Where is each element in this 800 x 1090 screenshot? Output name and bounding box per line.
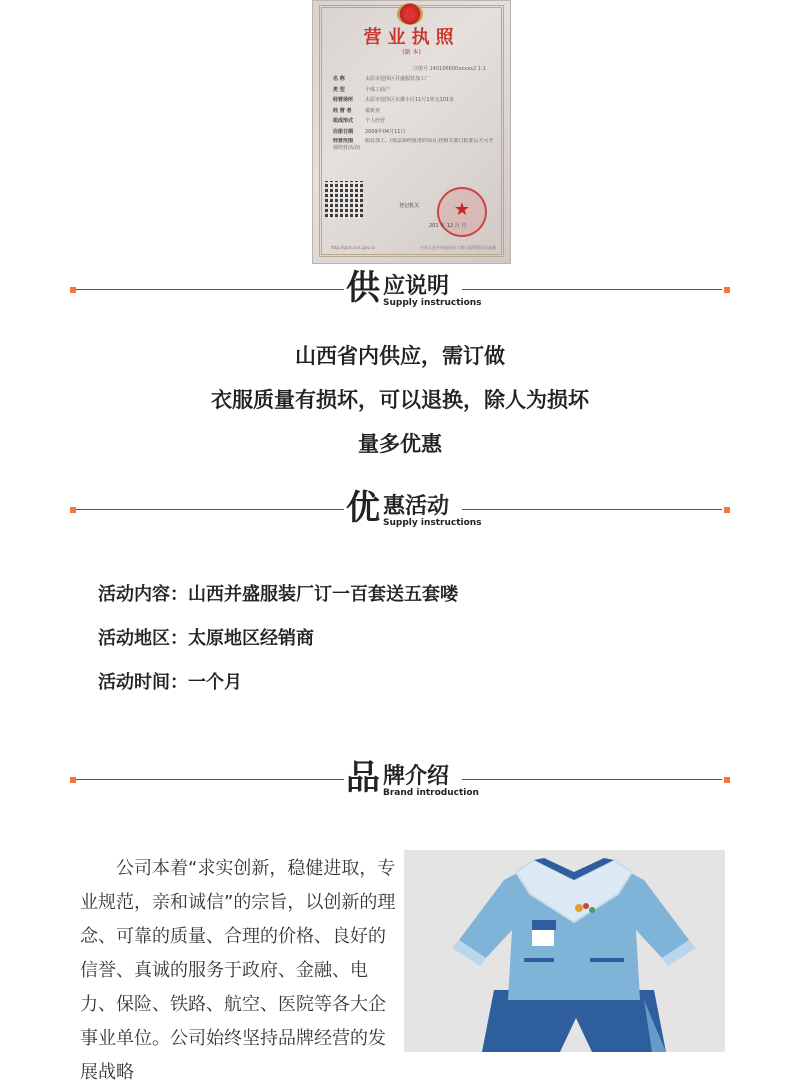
license-field-row: 类 型 个体工商户 xyxy=(333,86,391,93)
section-title-big-char: 品 xyxy=(346,758,380,798)
header-dot-right xyxy=(724,287,730,293)
section-header-promo xyxy=(70,488,730,532)
section-title xyxy=(346,488,482,532)
header-dot-left xyxy=(70,777,76,783)
license-reg-number: 注册号 140106600xxxxx2 1-1 xyxy=(413,66,486,72)
header-line-left xyxy=(76,779,344,780)
business-license-image xyxy=(312,0,511,264)
official-seal-icon: ★ xyxy=(437,187,487,237)
header-line-right xyxy=(462,779,722,780)
activity-line: 活动地区：太原地区经销商 xyxy=(98,628,314,649)
license-field-row: 组成形式 个人经营 xyxy=(333,118,386,124)
section-title xyxy=(346,758,479,802)
license-title: 营业执照 xyxy=(363,27,460,48)
registration-date: 201 年 12 月 日 xyxy=(429,223,467,229)
license-fields xyxy=(333,75,498,152)
header-dot-left xyxy=(70,507,76,513)
header-line-left xyxy=(76,509,344,510)
supply-line: 量多优惠 xyxy=(358,432,442,456)
license-field-row: 经营场所 太原市迎泽区东都小区11号1单元101室 xyxy=(333,97,455,103)
uniform-product-photo xyxy=(404,850,725,1052)
section-title-big-char: 优 xyxy=(346,488,380,528)
uniform-illustration xyxy=(404,850,725,1052)
section-title-english: Supply instructions xyxy=(383,298,482,308)
license-footer-left: http://gsxt.saic.gov.cn xyxy=(331,245,376,250)
registration-authority-label: 登记机关 xyxy=(399,203,420,209)
brand-description xyxy=(80,852,400,1090)
header-dot-left xyxy=(70,287,76,293)
qr-code-icon xyxy=(325,181,363,219)
header-line-right xyxy=(462,289,722,290)
section-header-brand xyxy=(70,758,730,802)
section-title-english: Supply instructions xyxy=(383,518,482,528)
brand-paragraph: 公司本着“求实创新，稳健进取，专业规范，亲和诚信”的宗旨，以创新的理念、可靠的质量、合理的价格、良好的信誉、真诚的服务于政府、金融、电力、保险、铁路、航空、医院等各大企事业单位。公司始终坚持品牌经营的发展战略 xyxy=(80,858,396,1083)
section-title-big-char: 供 xyxy=(346,268,380,308)
supply-line: 衣服质量有损坏，可以退换，除人为损坏 xyxy=(211,388,589,412)
activity-line: 活动时间：一个月 xyxy=(98,672,242,693)
section-title-english: Brand introduction xyxy=(383,788,479,798)
section-title-rest: 牌介绍 xyxy=(383,764,450,789)
section-title-rest: 应说明 xyxy=(383,274,450,299)
license-footer xyxy=(331,245,496,251)
license-footer-right: 中华人民共和国国家工商行政管理总局监制 xyxy=(420,245,496,250)
national-emblem-icon xyxy=(397,3,423,25)
license-field-row: 注册日期 2009年04月11日 xyxy=(333,128,406,135)
section-title-rest: 惠活动 xyxy=(383,494,450,519)
section-header-supply xyxy=(70,268,730,312)
header-line-left xyxy=(76,289,344,290)
header-dot-right xyxy=(724,507,730,513)
license-field-row: 名 称 太原市迎泽区并盛服装加工厂 xyxy=(333,76,431,82)
header-line-right xyxy=(462,509,722,510)
header-dot-right xyxy=(724,777,730,783)
supply-line: 山西省内供应，需订做 xyxy=(295,344,505,368)
activity-line: 活动内容：山西并盛服装厂订一百套送五套喽 xyxy=(98,584,458,605)
section-title xyxy=(346,268,482,312)
license-field-row: 经营范围 服装加工。(依法须经批准的项目,经相关部门批准后方可开展经营活动) xyxy=(333,138,494,151)
license-subtitle: (副 本) xyxy=(402,49,421,56)
license-field-row: 经 营 者 裴新亚 xyxy=(333,107,381,114)
